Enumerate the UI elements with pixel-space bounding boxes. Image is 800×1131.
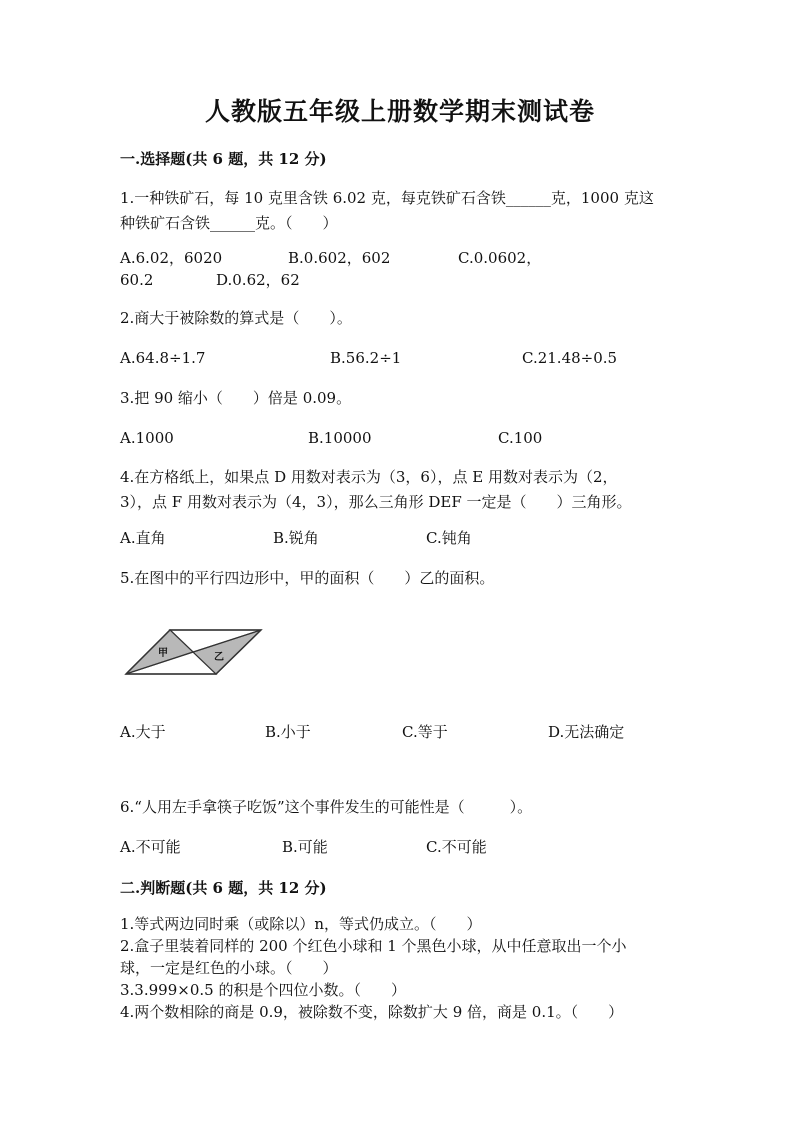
section-heading-judgment: 二.判断题(共 6 题，共 12 分) [120,879,327,897]
q2-option-a: A.64.8÷1.7 [120,349,206,367]
q5-option-c: C.等于 [402,723,448,741]
q4-option-b: B.锐角 [273,529,319,547]
figure-label-yi: 乙 [214,652,224,663]
question-1-line-1: 1.一种铁矿石，每 10 克里含铁 6.02 克，每克铁矿石含铁______克，1000 克这 [120,189,654,207]
q4-option-a: A.直角 [120,529,166,547]
q5-option-a: A.大于 [120,723,166,741]
q1-option-c-continued: 60.2 [120,271,154,289]
page-title: 人教版五年级上册数学期末测试卷 [204,97,595,126]
q1-option-a: A.6.02，6020 [120,249,223,267]
q3-option-a: A.1000 [120,429,174,447]
q1-option-b: B.0.602，602 [288,249,391,267]
q6-option-b: B.可能 [282,838,328,856]
question-2: 2.商大于被除数的算式是（ ）。 [120,309,352,327]
question-6: 6.“人用左手拿筷子吃饭”这个事件发生的可能性是（ ）。 [120,798,533,816]
figure-label-jia: 甲 [158,648,168,659]
judgment-1: 1.等式两边同时乘（或除以）n，等式仍成立。（ ） [120,915,482,933]
judgment-4: 4.两个数相除的商是 0.9，被除数不变，除数扩大 9 倍，商是 0.1。（ ） [120,1003,624,1021]
q6-option-c: C.不可能 [426,838,487,856]
q4-option-c: C.钝角 [426,529,472,547]
q2-option-b: B.56.2÷1 [330,349,402,367]
question-1 [120,186,680,236]
judgment-2-line-1: 2.盒子里装着同样的 200 个红色小球和 1 个黑色小球，从中任意取出一个小 [120,937,627,955]
parallelogram-figure [122,626,267,680]
judgment-3: 3.3.999×0.5 的积是个四位小数。（ ） [120,981,406,999]
question-4-line-1: 4.在方格纸上，如果点 D 用数对表示为（3，6），点 E 用数对表示为（2， [120,468,618,486]
question-3: 3.把 90 缩小（ ）倍是 0.09。 [120,389,352,407]
section-heading-choice: 一.选择题(共 6 题，共 12 分) [120,150,327,168]
question-4-line-2: 3），点 F 用数对表示为（4，3），那么三角形 DEF 一定是（ ）三角形。 [120,493,632,511]
q5-option-b: B.小于 [265,723,311,741]
question-5: 5.在图中的平行四边形中，甲的面积（ ）乙的面积。 [120,569,495,587]
q1-option-c: C.0.0602， [458,249,542,267]
q6-option-a: A.不可能 [120,838,181,856]
q3-option-b: B.10000 [308,429,372,447]
question-1-line-2: 种铁矿石含铁______克。（ ） [120,214,338,232]
q3-option-c: C.100 [498,429,543,447]
judgment-questions [120,913,680,1023]
q2-option-c: C.21.48÷0.5 [522,349,618,367]
q5-option-d: D.无法确定 [548,723,625,741]
q1-option-d: D.0.62，62 [216,271,300,289]
question-4 [120,465,680,515]
judgment-2-line-2: 球，一定是红色的小球。（ ） [120,959,338,977]
